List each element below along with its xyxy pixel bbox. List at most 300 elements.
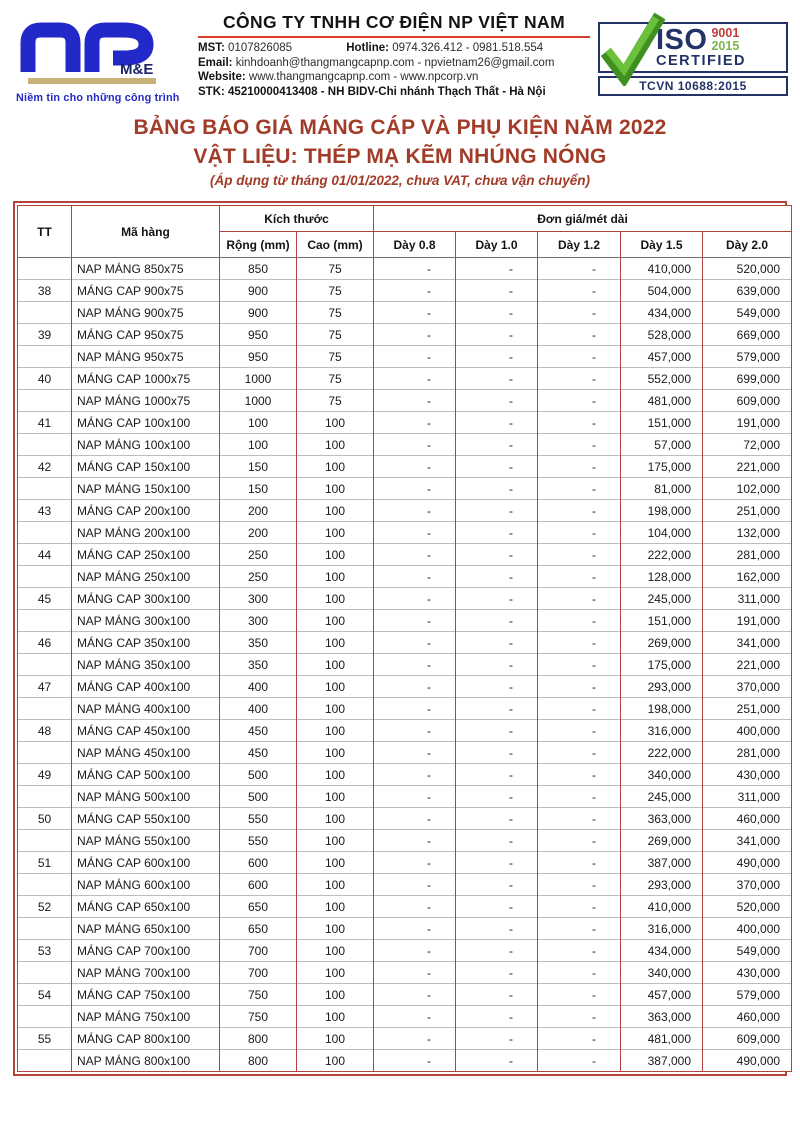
cell-day-2-0: 341,000 [703, 830, 792, 852]
table-row [18, 412, 792, 434]
cell-width: 800 [220, 1050, 297, 1072]
cell-day-0-8: - [374, 654, 456, 676]
cell-day-1-5: 293,000 [621, 676, 703, 698]
document-title [0, 116, 800, 188]
cell-day-1-2: - [538, 918, 621, 940]
table-row [18, 324, 792, 346]
table-row [18, 258, 792, 280]
cell-day-2-0: 251,000 [703, 500, 792, 522]
cell-width: 350 [220, 632, 297, 654]
cell-day-0-8: - [374, 808, 456, 830]
cell-day-1-2: - [538, 368, 621, 390]
cell-day-1-5: 340,000 [621, 764, 703, 786]
cell-day-2-0: 430,000 [703, 764, 792, 786]
cell-code: MÁNG CAP 650x100 [72, 896, 220, 918]
cell-day-1-5: 528,000 [621, 324, 703, 346]
cell-day-2-0: 609,000 [703, 1028, 792, 1050]
cell-day-1-0: - [456, 434, 538, 456]
cell-tt: 50 [18, 808, 72, 830]
cell-day-1-5: 222,000 [621, 742, 703, 764]
table-row [18, 962, 792, 984]
cell-day-1-0: - [456, 764, 538, 786]
cell-day-1-2: - [538, 1050, 621, 1072]
website-value: www.thangmangcapnp.com - www.npcorp.vn [248, 71, 479, 84]
cell-day-1-5: 363,000 [621, 1006, 703, 1028]
cell-day-2-0: 341,000 [703, 632, 792, 654]
cell-code: MÁNG CAP 1000x75 [72, 368, 220, 390]
cell-code: MÁNG CAP 700x100 [72, 940, 220, 962]
cell-code: NAP MÁNG 1000x75 [72, 390, 220, 412]
table-row [18, 830, 792, 852]
cell-height: 100 [297, 1006, 374, 1028]
cell-height: 100 [297, 654, 374, 676]
cell-day-1-5: 434,000 [621, 302, 703, 324]
cell-day-1-5: 340,000 [621, 962, 703, 984]
cell-day-2-0: 311,000 [703, 786, 792, 808]
cell-code: NAP MÁNG 350x100 [72, 654, 220, 676]
cell-width: 500 [220, 786, 297, 808]
cell-width: 150 [220, 478, 297, 500]
cell-day-1-5: 457,000 [621, 346, 703, 368]
cell-height: 100 [297, 500, 374, 522]
cell-day-1-0: - [456, 896, 538, 918]
cell-code: MÁNG CAP 400x100 [72, 676, 220, 698]
cell-width: 350 [220, 654, 297, 676]
cell-day-2-0: 549,000 [703, 302, 792, 324]
cell-day-0-8: - [374, 984, 456, 1006]
cell-day-1-2: - [538, 588, 621, 610]
cell-day-2-0: 400,000 [703, 918, 792, 940]
cell-day-0-8: - [374, 852, 456, 874]
cell-day-1-0: - [456, 830, 538, 852]
cell-height: 100 [297, 676, 374, 698]
cell-width: 400 [220, 698, 297, 720]
cell-tt [18, 478, 72, 500]
cell-width: 100 [220, 412, 297, 434]
cell-day-1-5: 434,000 [621, 940, 703, 962]
cell-code: MÁNG CAP 350x100 [72, 632, 220, 654]
cell-day-1-5: 245,000 [621, 786, 703, 808]
cell-day-1-2: - [538, 830, 621, 852]
hotline-value: 0974.326.412 - 0981.518.554 [392, 42, 544, 54]
cell-day-2-0: 221,000 [703, 654, 792, 676]
cell-day-2-0: 579,000 [703, 346, 792, 368]
cell-day-0-8: - [374, 566, 456, 588]
table-row [18, 1050, 792, 1072]
cell-day-0-8: - [374, 830, 456, 852]
col-header-tt: TT [18, 206, 72, 258]
cell-day-0-8: - [374, 632, 456, 654]
cell-height: 100 [297, 588, 374, 610]
cell-day-1-5: 316,000 [621, 918, 703, 940]
cell-day-2-0: 699,000 [703, 368, 792, 390]
cell-tt: 48 [18, 720, 72, 742]
cell-day-1-5: 387,000 [621, 1050, 703, 1072]
cell-day-1-2: - [538, 1006, 621, 1028]
cell-width: 750 [220, 1006, 297, 1028]
col-header-day-15: Dày 1.5 [621, 232, 703, 258]
cell-code: NAP MÁNG 650x100 [72, 918, 220, 940]
cell-day-2-0: 490,000 [703, 1050, 792, 1072]
cell-day-1-2: - [538, 324, 621, 346]
price-table [17, 205, 792, 1072]
cell-tt [18, 918, 72, 940]
cell-day-2-0: 251,000 [703, 698, 792, 720]
cell-day-2-0: 549,000 [703, 940, 792, 962]
cell-code: MÁNG CAP 500x100 [72, 764, 220, 786]
checkmark-icon [596, 10, 668, 86]
cell-day-1-0: - [456, 456, 538, 478]
cell-width: 550 [220, 830, 297, 852]
cell-day-1-2: - [538, 434, 621, 456]
cell-day-2-0: 520,000 [703, 258, 792, 280]
cell-tt: 53 [18, 940, 72, 962]
cell-day-1-5: 410,000 [621, 258, 703, 280]
cell-width: 200 [220, 500, 297, 522]
cell-width: 1000 [220, 390, 297, 412]
cell-width: 850 [220, 258, 297, 280]
table-row [18, 676, 792, 698]
col-header-day-10: Dày 1.0 [456, 232, 538, 258]
cell-day-1-0: - [456, 610, 538, 632]
contact-line-website [198, 70, 590, 85]
cell-height: 75 [297, 324, 374, 346]
table-row [18, 896, 792, 918]
cell-height: 100 [297, 566, 374, 588]
table-row [18, 588, 792, 610]
cell-day-1-0: - [456, 852, 538, 874]
table-row [18, 698, 792, 720]
col-header-ma-hang: Mã hàng [72, 206, 220, 258]
cell-day-1-5: 504,000 [621, 280, 703, 302]
company-logo [16, 12, 192, 104]
iso-certified: CERTIFIED [656, 53, 747, 69]
cell-height: 100 [297, 830, 374, 852]
cell-tt [18, 390, 72, 412]
cell-code: NAP MÁNG 450x100 [72, 742, 220, 764]
cell-day-1-2: - [538, 280, 621, 302]
cell-day-0-8: - [374, 698, 456, 720]
col-header-cao: Cao (mm) [297, 232, 374, 258]
cell-day-1-2: - [538, 808, 621, 830]
cell-height: 100 [297, 1028, 374, 1050]
cell-day-1-5: 552,000 [621, 368, 703, 390]
cell-day-1-0: - [456, 786, 538, 808]
cell-day-1-0: - [456, 698, 538, 720]
cell-day-1-0: - [456, 324, 538, 346]
cell-day-0-8: - [374, 1006, 456, 1028]
email-label: Email: [198, 56, 233, 69]
cell-code: NAP MÁNG 400x100 [72, 698, 220, 720]
col-header-rong: Rộng (mm) [220, 232, 297, 258]
cell-day-1-2: - [538, 852, 621, 874]
cell-height: 100 [297, 522, 374, 544]
cell-tt: 44 [18, 544, 72, 566]
cell-day-1-2: - [538, 522, 621, 544]
table-row [18, 522, 792, 544]
cell-day-0-8: - [374, 786, 456, 808]
cell-day-0-8: - [374, 544, 456, 566]
cell-day-1-0: - [456, 500, 538, 522]
cell-width: 900 [220, 280, 297, 302]
cell-tt: 40 [18, 368, 72, 390]
cell-code: NAP MÁNG 500x100 [72, 786, 220, 808]
cell-day-1-2: - [538, 984, 621, 1006]
table-row [18, 1028, 792, 1050]
cell-day-0-8: - [374, 874, 456, 896]
cell-day-0-8: - [374, 918, 456, 940]
cell-width: 450 [220, 720, 297, 742]
cell-day-0-8: - [374, 896, 456, 918]
cell-day-2-0: 311,000 [703, 588, 792, 610]
cell-width: 950 [220, 324, 297, 346]
cell-day-1-0: - [456, 346, 538, 368]
table-row [18, 478, 792, 500]
iso-badge [598, 12, 788, 96]
col-header-kich-thuoc: Kích thước [220, 206, 374, 232]
cell-day-1-5: 316,000 [621, 720, 703, 742]
table-row [18, 566, 792, 588]
cell-day-1-5: 198,000 [621, 500, 703, 522]
cell-width: 250 [220, 566, 297, 588]
cell-height: 100 [297, 940, 374, 962]
cell-height: 100 [297, 632, 374, 654]
cell-tt: 47 [18, 676, 72, 698]
cell-code: NAP MÁNG 750x100 [72, 1006, 220, 1028]
cell-day-2-0: 281,000 [703, 544, 792, 566]
cell-code: NAP MÁNG 950x75 [72, 346, 220, 368]
cell-day-1-0: - [456, 258, 538, 280]
contact-line-stk: STK: 45210000413408 - NH BIDV-Chi nhánh Thạch Thất - Hà Nội [198, 85, 546, 98]
table-row [18, 940, 792, 962]
cell-tt [18, 1050, 72, 1072]
email-value: kinhdoanh@thangmangcapnp.com - npvietnam26@gmail.com [235, 56, 555, 69]
cell-tt [18, 654, 72, 676]
cell-tt: 54 [18, 984, 72, 1006]
cell-day-1-0: - [456, 874, 538, 896]
cell-code: MÁNG CAP 300x100 [72, 588, 220, 610]
cell-tt [18, 522, 72, 544]
cell-day-2-0: 370,000 [703, 676, 792, 698]
cell-code: MÁNG CAP 550x100 [72, 808, 220, 830]
cell-day-2-0: 669,000 [703, 324, 792, 346]
cell-day-1-0: - [456, 588, 538, 610]
cell-day-0-8: - [374, 258, 456, 280]
cell-height: 100 [297, 434, 374, 456]
cell-height: 75 [297, 368, 374, 390]
cell-day-0-8: - [374, 324, 456, 346]
cell-day-1-5: 410,000 [621, 896, 703, 918]
cell-day-1-0: - [456, 720, 538, 742]
cell-day-1-5: 104,000 [621, 522, 703, 544]
table-row [18, 610, 792, 632]
cell-height: 100 [297, 962, 374, 984]
cell-day-1-0: - [456, 522, 538, 544]
table-row [18, 632, 792, 654]
cell-tt: 49 [18, 764, 72, 786]
cell-day-0-8: - [374, 456, 456, 478]
cell-tt: 45 [18, 588, 72, 610]
cell-day-1-0: - [456, 1006, 538, 1028]
cell-tt: 39 [18, 324, 72, 346]
cell-width: 100 [220, 434, 297, 456]
cell-height: 75 [297, 280, 374, 302]
cell-day-0-8: - [374, 390, 456, 412]
table-row [18, 720, 792, 742]
cell-day-1-5: 198,000 [621, 698, 703, 720]
cell-code: MÁNG CAP 250x100 [72, 544, 220, 566]
table-row [18, 302, 792, 324]
cell-day-2-0: 639,000 [703, 280, 792, 302]
cell-tt [18, 610, 72, 632]
cell-code: MÁNG CAP 100x100 [72, 412, 220, 434]
cell-day-1-0: - [456, 632, 538, 654]
cell-code: NAP MÁNG 550x100 [72, 830, 220, 852]
cell-day-1-5: 128,000 [621, 566, 703, 588]
cell-day-2-0: 102,000 [703, 478, 792, 500]
table-row [18, 918, 792, 940]
cell-day-1-2: - [538, 896, 621, 918]
col-header-day-08: Dày 0.8 [374, 232, 456, 258]
mst-label: MST: [198, 42, 225, 54]
cell-height: 100 [297, 412, 374, 434]
cell-day-1-2: - [538, 720, 621, 742]
cell-day-2-0: 132,000 [703, 522, 792, 544]
cell-day-1-2: - [538, 610, 621, 632]
cell-day-1-0: - [456, 544, 538, 566]
cell-tt [18, 742, 72, 764]
cell-code: NAP MÁNG 150x100 [72, 478, 220, 500]
cell-day-1-5: 81,000 [621, 478, 703, 500]
cell-day-1-2: - [538, 566, 621, 588]
cell-day-1-5: 457,000 [621, 984, 703, 1006]
cell-code: NAP MÁNG 200x100 [72, 522, 220, 544]
cell-day-0-8: - [374, 1050, 456, 1072]
cell-width: 600 [220, 874, 297, 896]
cell-day-1-5: 293,000 [621, 874, 703, 896]
website-label: Website: [198, 71, 246, 84]
cell-width: 200 [220, 522, 297, 544]
cell-day-2-0: 281,000 [703, 742, 792, 764]
cell-code: MÁNG CAP 800x100 [72, 1028, 220, 1050]
cell-width: 300 [220, 610, 297, 632]
cell-day-0-8: - [374, 522, 456, 544]
cell-day-0-8: - [374, 720, 456, 742]
cell-day-1-5: 175,000 [621, 456, 703, 478]
cell-day-1-2: - [538, 742, 621, 764]
cell-code: MÁNG CAP 900x75 [72, 280, 220, 302]
table-row [18, 654, 792, 676]
cell-day-1-2: - [538, 698, 621, 720]
cell-height: 100 [297, 742, 374, 764]
cell-tt [18, 1006, 72, 1028]
cell-day-0-8: - [374, 1028, 456, 1050]
cell-tt: 52 [18, 896, 72, 918]
cell-code: MÁNG CAP 600x100 [72, 852, 220, 874]
cell-height: 100 [297, 874, 374, 896]
cell-day-2-0: 191,000 [703, 412, 792, 434]
table-row [18, 874, 792, 896]
cell-day-0-8: - [374, 280, 456, 302]
cell-day-0-8: - [374, 346, 456, 368]
cell-day-2-0: 221,000 [703, 456, 792, 478]
col-header-day-20: Dày 2.0 [703, 232, 792, 258]
cell-code: MÁNG CAP 750x100 [72, 984, 220, 1006]
table-row [18, 434, 792, 456]
iso-2015: 2015 [711, 39, 740, 53]
table-row [18, 1006, 792, 1028]
cell-width: 400 [220, 676, 297, 698]
cell-day-0-8: - [374, 500, 456, 522]
cell-day-1-2: - [538, 940, 621, 962]
cell-day-0-8: - [374, 588, 456, 610]
cell-day-1-0: - [456, 918, 538, 940]
cell-day-1-2: - [538, 632, 621, 654]
cell-day-1-0: - [456, 962, 538, 984]
table-row [18, 456, 792, 478]
cell-day-1-2: - [538, 654, 621, 676]
cell-day-2-0: 490,000 [703, 852, 792, 874]
cell-height: 100 [297, 852, 374, 874]
cell-height: 100 [297, 918, 374, 940]
cell-day-0-8: - [374, 962, 456, 984]
cell-day-1-2: - [538, 302, 621, 324]
cell-day-2-0: 609,000 [703, 390, 792, 412]
iso-9001: 9001 [711, 26, 740, 40]
cell-height: 100 [297, 764, 374, 786]
cell-day-1-0: - [456, 1050, 538, 1072]
table-row [18, 786, 792, 808]
table-row [18, 808, 792, 830]
table-row [18, 764, 792, 786]
logo-tagline: Niềm tin cho những công trình [16, 92, 180, 104]
cell-day-0-8: - [374, 610, 456, 632]
cell-tt [18, 962, 72, 984]
cell-width: 700 [220, 962, 297, 984]
iso-word: ISO [656, 24, 708, 56]
cell-day-1-2: - [538, 500, 621, 522]
cell-height: 100 [297, 896, 374, 918]
cell-day-0-8: - [374, 764, 456, 786]
table-row [18, 346, 792, 368]
company-info [192, 12, 598, 99]
cell-width: 450 [220, 742, 297, 764]
cell-height: 100 [297, 808, 374, 830]
cell-day-1-0: - [456, 1028, 538, 1050]
cell-tt [18, 698, 72, 720]
cell-day-0-8: - [374, 940, 456, 962]
cell-day-1-5: 151,000 [621, 412, 703, 434]
table-row [18, 742, 792, 764]
company-name: CÔNG TY TNHH CƠ ĐIỆN NP VIỆT NAM [198, 12, 590, 38]
np-logo-icon [16, 16, 184, 86]
cell-tt [18, 302, 72, 324]
cell-day-2-0: 162,000 [703, 566, 792, 588]
cell-day-1-2: - [538, 390, 621, 412]
cell-day-2-0: 460,000 [703, 808, 792, 830]
cell-day-1-0: - [456, 566, 538, 588]
cell-height: 100 [297, 1050, 374, 1072]
cell-day-0-8: - [374, 478, 456, 500]
table-row [18, 280, 792, 302]
table-row [18, 368, 792, 390]
cell-day-1-2: - [538, 478, 621, 500]
cell-day-1-0: - [456, 676, 538, 698]
cell-day-2-0: 72,000 [703, 434, 792, 456]
contact-line-mst-hotline [198, 41, 590, 56]
cell-day-1-0: - [456, 280, 538, 302]
cell-day-2-0: 579,000 [703, 984, 792, 1006]
